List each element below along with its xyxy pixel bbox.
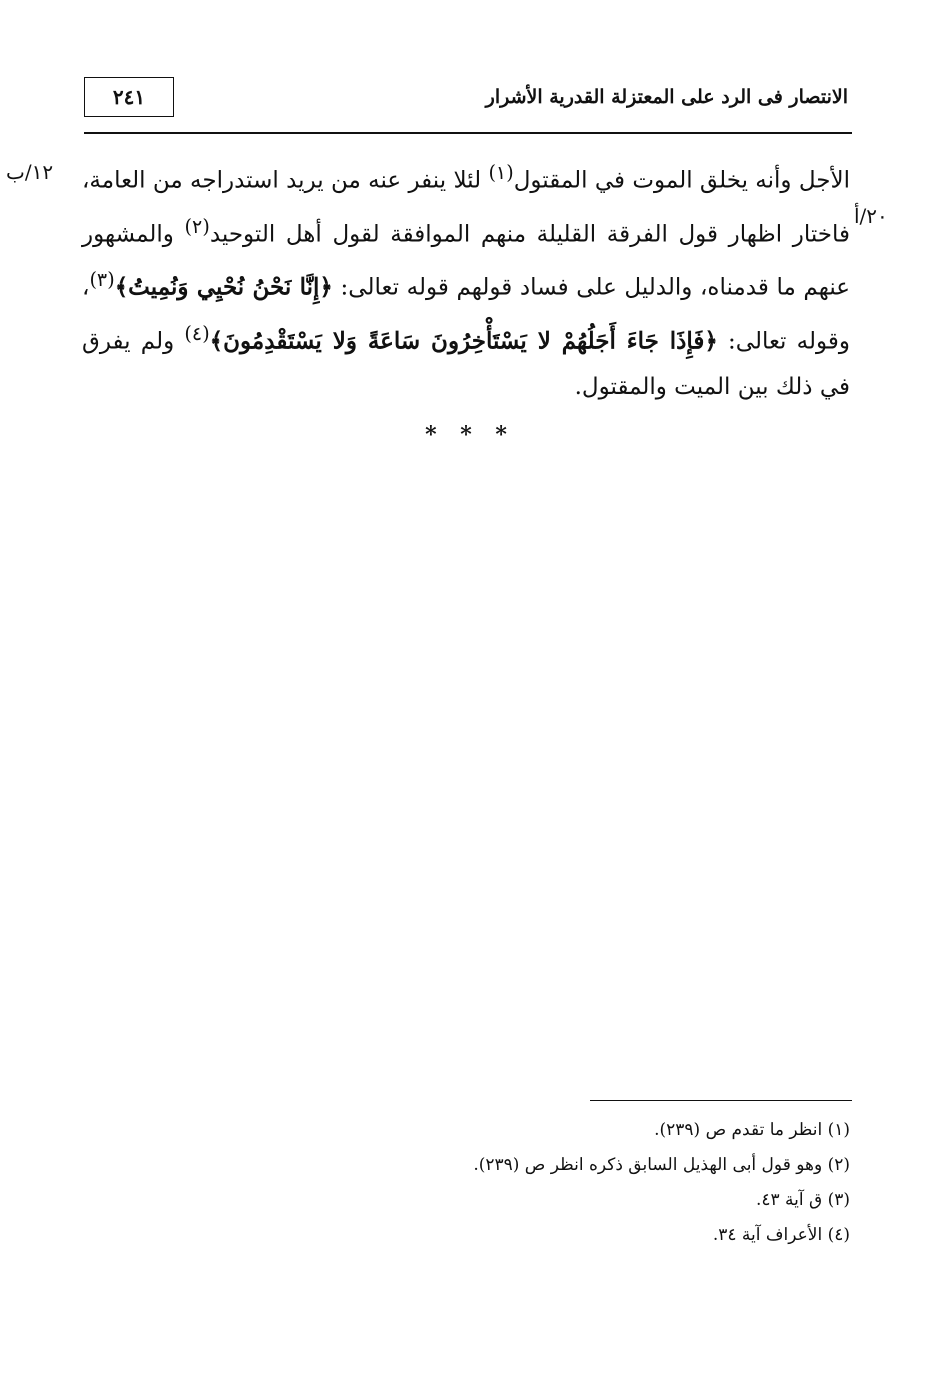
text-segment: والمشهور عنهم ما قدمناه، والدليل على فساد قولهم قوله تعالى: <box>82 221 850 301</box>
page-header <box>84 72 852 134</box>
margin-note-folio-20a: ٢٠/أ <box>854 204 888 228</box>
footnote-ref: (٢) <box>184 214 210 238</box>
footnote-ref: (٣) <box>89 268 115 292</box>
footnote-ref: (٤) <box>184 321 210 345</box>
main-paragraph <box>82 150 850 410</box>
footnote-item: (٢) وهو قول أبى الهذيل السابق ذكره انظر ص (٢٣٩). <box>473 1155 850 1175</box>
text-segment: لئلا ينفر عنه من يريد استدراجه من العامة، فاختار اظهار قول الفرقة القليلة منهم الموافقة لقول أهل التوحيد <box>82 167 850 248</box>
quran-verse: ﴿إِنَّا نَحْنُ نُحْيِي وَنُمِيتُ﴾ <box>114 273 333 301</box>
footnotes <box>250 1113 850 1253</box>
margin-note-folio-12b: ١٢/ب <box>6 160 54 184</box>
text-segment: الأجل وأنه يخلق الموت في المقتول <box>513 167 850 194</box>
section-separator: * * * <box>425 422 515 448</box>
footnote-ref: (١) <box>488 161 514 184</box>
footnote-item: (١) انظر ما تقدم ص (٢٣٩). <box>654 1120 850 1140</box>
footnote-item: (٤) الأعراف آية ٣٤. <box>712 1225 850 1245</box>
footnote-item: (٣) ق آية ٤٣. <box>755 1190 850 1210</box>
text-segment: ، وقوله تعالى: <box>82 274 850 355</box>
text-segment: ولم يفرق في ذلك بين الميت والمقتول. <box>82 328 850 400</box>
quran-verse: ﴿فَإِذَا جَاءَ أَجَلُهُمْ لا يَسْتَأْخِرُونَ سَاعَةً وَلا يَسْتَقْدِمُونَ﴾ <box>209 327 718 355</box>
running-title: الانتصار فى الرد على المعتزلة القدرية الأشرار <box>485 86 848 108</box>
main-text <box>82 150 850 410</box>
header-rule <box>84 132 852 134</box>
page-number: ٢٤١ <box>84 77 174 117</box>
footnote-rule <box>590 1100 852 1101</box>
